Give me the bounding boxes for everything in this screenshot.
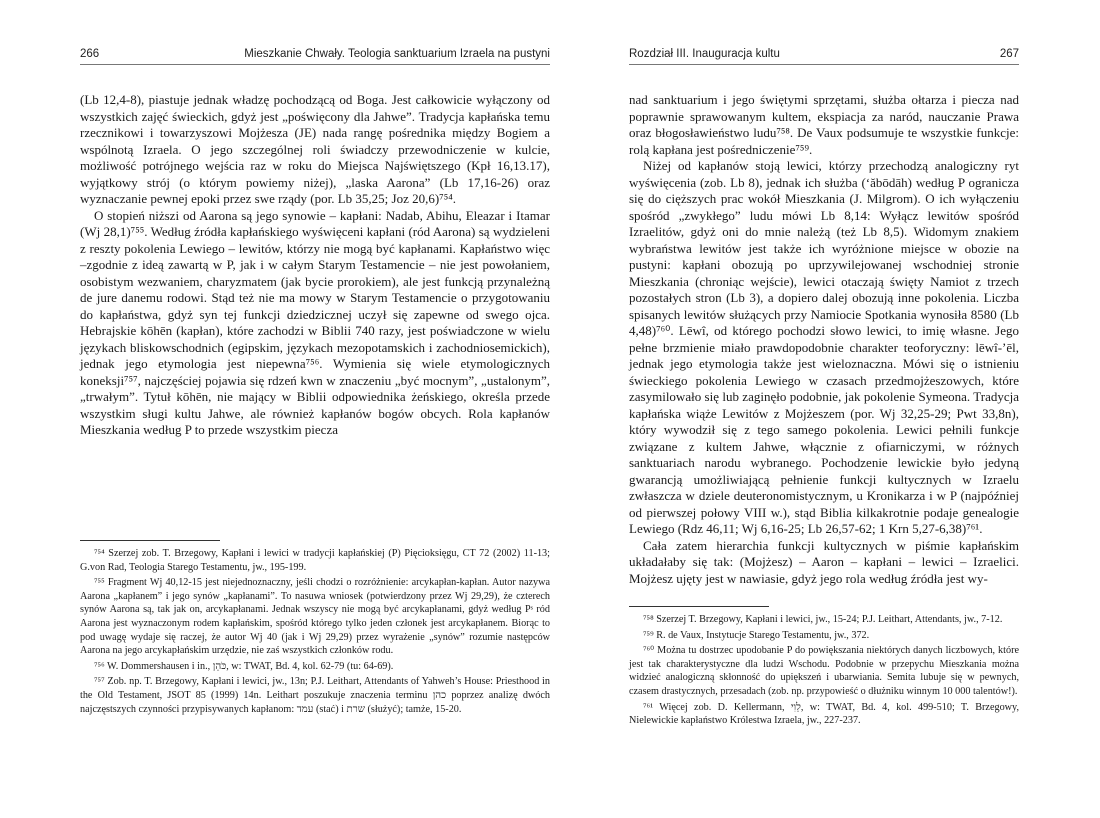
footnote: ⁷⁵⁵ Fragment Wj 40,12-15 jest niejednoznaczny, jeśli chodzi o rozróżnienie: arcykapłan-kapłan. Autor nazywa Aarona „kapłanem” i jego synów „kapłanami”. To nasuwa wniosek (potwierdzony przez Wj 29,29), że czterech synów Aarona są, tak jak on, arcykapłanami. Jednak wszyscy nie mogą być arcykapłanami, gdyż według Pˢ ród Aarona jest wyznaczonym rodem kapłańskim, spośród którego tylko jeden członek jest arcykapłanem. Biorąc to pod uwagę wydaje się raczej, że autor Wj 40 (jak i Wj 29,29) przez wyrażenie „synów” rozumie następców Aarona na jego arcykapłańskim urzędzie, nie zaś wszystkich członków rodu. bbox=[80, 577, 550, 657]
footnote-rule bbox=[80, 540, 220, 541]
left-page bbox=[80, 0, 550, 818]
right-paragraph: Niżej od kapłanów stoją lewici, którzy przechodzą analogiczny ryt wyświęcenia (zob. Lb 8), jednak ich służba (‘ăbōdāh) według P ogranicza się do cięższych prac wokół Mieszkania (J. Milgrom). O ich wyłączeniu spośród „zwykłego” ludu mówi Lb 8,14: Wyłącz lewitów spośród Izraelitów, gdyż oni do mnie należą (też Lb 8,5). Widomym znakiem wybraństwa lewitów jest także ich wyróżnione miejsce w obozie na pustyni: kapłani obozują po uprzywilejowanej wschodniej stronie Mieszkania (chroniąc wejście), lewici otaczają święty Namiot z trzech pozostałych stron (Lb 3), a dopiero dalej obozują inne pokolenia. Liczba spisanych lewitów służących przy Namiocie Spotkania wynosiła 8580 (Lb 4,48)⁷⁶⁰. Lēwî, od którego pochodzi słowo lewici, to imię własne. Jego pełne brzmienie miało prawdopodobnie charakter teoforyczny: lēwî-’ēl, jednak jego etymologia także jest wieloznaczna. Mówi się o istnieniu świeckiego pokolenia Lewiego w czasach przedmojżeszowych, które zasymilowało się lub zaginęło podobnie, jak pokolenie Symeona. Tradycja kapłańska wiąże Lewitów z Mojżeszem (por. Wj 32,25-29; Pwt 33,8n), który wywodził się z tego samego pokolenia. Lewici pełnili funkcje związane z kultem Jahwe, włącznie z ofiarniczymi, w różnych sanktuariach narodu wybranego. Pochodzenie lewickie było jedyną gwarancją umożliwiającą pełnienie funkcji kultycznych w Izraelu zwłaszcza w dziele deuteronomistycznym, u Kronikarza i w P (najpóźniej od pierwszej połowy VIII w.), stąd Biblia kilkakrotnie podaje genealogie Lewiego (Rdz 46,11; Wj 6,16-25; Lb 26,57-62; 1 Krn 5,27-6,38)⁷⁶¹. bbox=[629, 158, 1019, 536]
right-page-number: 267 bbox=[999, 48, 1019, 60]
footnote: ⁷⁵⁸ Szerzej T. Brzegowy, Kapłani i lewici, jw., 15-24; P.J. Leithart, Attendants, jw., 7-12. bbox=[643, 614, 1003, 625]
footnote: ⁷⁶¹ Więcej zob. D. Kellermann, לֵוִי, w: TWAT, Bd. 4, kol. 499-510; T. Brzegowy, Nielewickie kapłaństwo Królestwa Izraela, jw., 227-237. bbox=[629, 701, 1020, 727]
left-footnotes bbox=[80, 540, 550, 718]
footnote: ⁷⁵⁴ Szerzej zob. T. Brzegowy, Kapłani i lewici w tradycji kapłańskiej (P) Pięcioksięgu, CT 72 (2002) 11-13; G.von Rad, Teologia Starego Testamentu, jw., 195-199. bbox=[80, 548, 550, 573]
left-paragraph: (Lb 12,4-8), piastuje jednak władzę pochodzącą od Boga. Jest całkowicie wyłączony od wszystkich zajęć świeckich, gdyż jest „poświęcony dla Jahwe”. Tradycja kapłańska temu rzecznikowi i towarzyszowi Mojżesza (JE) nada rangę pośrednika między Bogiem a wspólnotą Izraela. O jego szczególnej roli świadczy przewodniczenie w kulcie, możliwość potrójnego wejścia raz w roku do Miejsca Najświętszego (Kpł 16,13.17), wyjątkowy strój (o którym powiemy niżej), „laska Aarona” (Lb 17,16-26) oraz wyznaczanie pewnej epoki przez swe rządy (por. Lb 35,25; Joz 20,6)⁷⁵⁴. bbox=[80, 92, 550, 206]
right-footnotes bbox=[629, 606, 1019, 730]
right-paragraph: Cała zatem hierarchia funkcji kultycznych w piśmie kapłańskim układałaby się tak: (Mojżesz) – Aaron – kapłani – lewici – Izraelici. Mojżesz ujęty jest w nawiasie, gdyż jego rola według źródła jest wy- bbox=[629, 537, 1019, 586]
left-running-header bbox=[80, 48, 550, 65]
right-running-header bbox=[629, 48, 1019, 65]
right-page bbox=[629, 0, 1019, 818]
footnote: ⁷⁶⁰ Można tu dostrzec upodobanie P do powiększania niektórych danych liczbowych, które jest tak charakterystyczne dla ludzi Wschodu. Podobnie w przepychu Mieszkania można widzieć analogiczną skłonność do upiększeń i ubarwiania. Semita lubuje się w pewnych, czasem drastycznych, przesadach (zob. np. przypowieść o dłużniku winnym 10 000 talentów!). bbox=[629, 645, 1019, 697]
right-paragraph: nad sanktuarium i jego świętymi sprzętami, służba ołtarza i piecza nad poprawnie sprawowanym kultem, ekspiacja za naród, nauczanie Prawa oraz błogosławieństwo ludu⁷⁵⁸. De Vaux podsumuje te wszystkie funkcje: rolą kapłana jest pośredniczenie⁷⁵⁹. bbox=[629, 92, 1019, 157]
left-page-number: 266 bbox=[80, 48, 100, 60]
footnote: ⁷⁵⁶ W. Dommershausen i in., כֹּהֵן, w: TWAT, Bd. 4, kol. 62-79 (tu: 64-69). bbox=[94, 660, 394, 672]
footnote: ⁷⁵⁷ Zob. np. T. Brzegowy, Kapłani i lewici, jw., 13n; P.J. Leithart, Attendants of Yahweh’s House: Priesthood in the Old Testament, JSOT 85 (1999) 14n. Leithart poszukuje znaczenia terminu כהן poprzez analizę dwóch najczęstszych czynności przypisywanych kapłanom: עמד (stać) i שרת (służyć); tamże, 15-20. bbox=[80, 676, 550, 715]
right-running-title: Rozdział III. Inauguracja kultu bbox=[629, 48, 780, 60]
footnote: ⁷⁵⁹ R. de Vaux, Instytucje Starego Testamentu, jw., 372. bbox=[643, 629, 870, 641]
left-running-title: Mieszkanie Chwały. Teologia sanktuarium Izraela na pustyni bbox=[244, 48, 550, 60]
footnote-rule bbox=[629, 606, 769, 607]
right-body-text bbox=[629, 92, 1019, 587]
left-paragraph: O stopień niższi od Aarona są jego synowie – kapłani: Nadab, Abihu, Eleazar i Itamar (Wj 28,1)⁷⁵⁵. Według źródła kapłańskiego wyświęceni kapłani (ród Aarona) są wydzieleni z reszty pokolenia Lewiego – lewitów, którzy nie mogą być kapłanami. Kapłaństwo więc –zgodnie z ideą zawartą w P, jak i w całym Starym Testamencie – nie jest powołaniem, osobistym wezwaniem, charyzmatem (jak bycie prorokiem), ale jest funkcją przynależną de jure danemu rodowi. Stąd też nie ma mowy w Starym Testamencie o przygotowaniu do kapłaństwa, gdyż syn tej funkcji dziedzicznej uczył się zapewne od swego ojca. Hebrajskie kōhēn (kapłan), które zachodzi w Biblii 740 razy, jest poświadczone w wielu językach bliskowschodnich (egipskim, językach mezopotamskich i zachodniosemickich), jednak jego etymologia jest niepewna⁷⁵⁶. Wymienia się wiele etymologicznych koneksji⁷⁵⁷, najczęściej pojawia się rdzeń kwn w znaczeniu „być mocnym”, „ustalonym”, „trwałym”. Tytuł kōhēn, nie mający w Biblii odpowiednika żeńskiego, określa przede wszystkim sługi kultu Jahwe, ale również kapłanów bogów obcych. Rola kapłanów Mieszkania według P to przede wszystkim piecza bbox=[80, 207, 550, 437]
left-body-text bbox=[80, 92, 550, 439]
